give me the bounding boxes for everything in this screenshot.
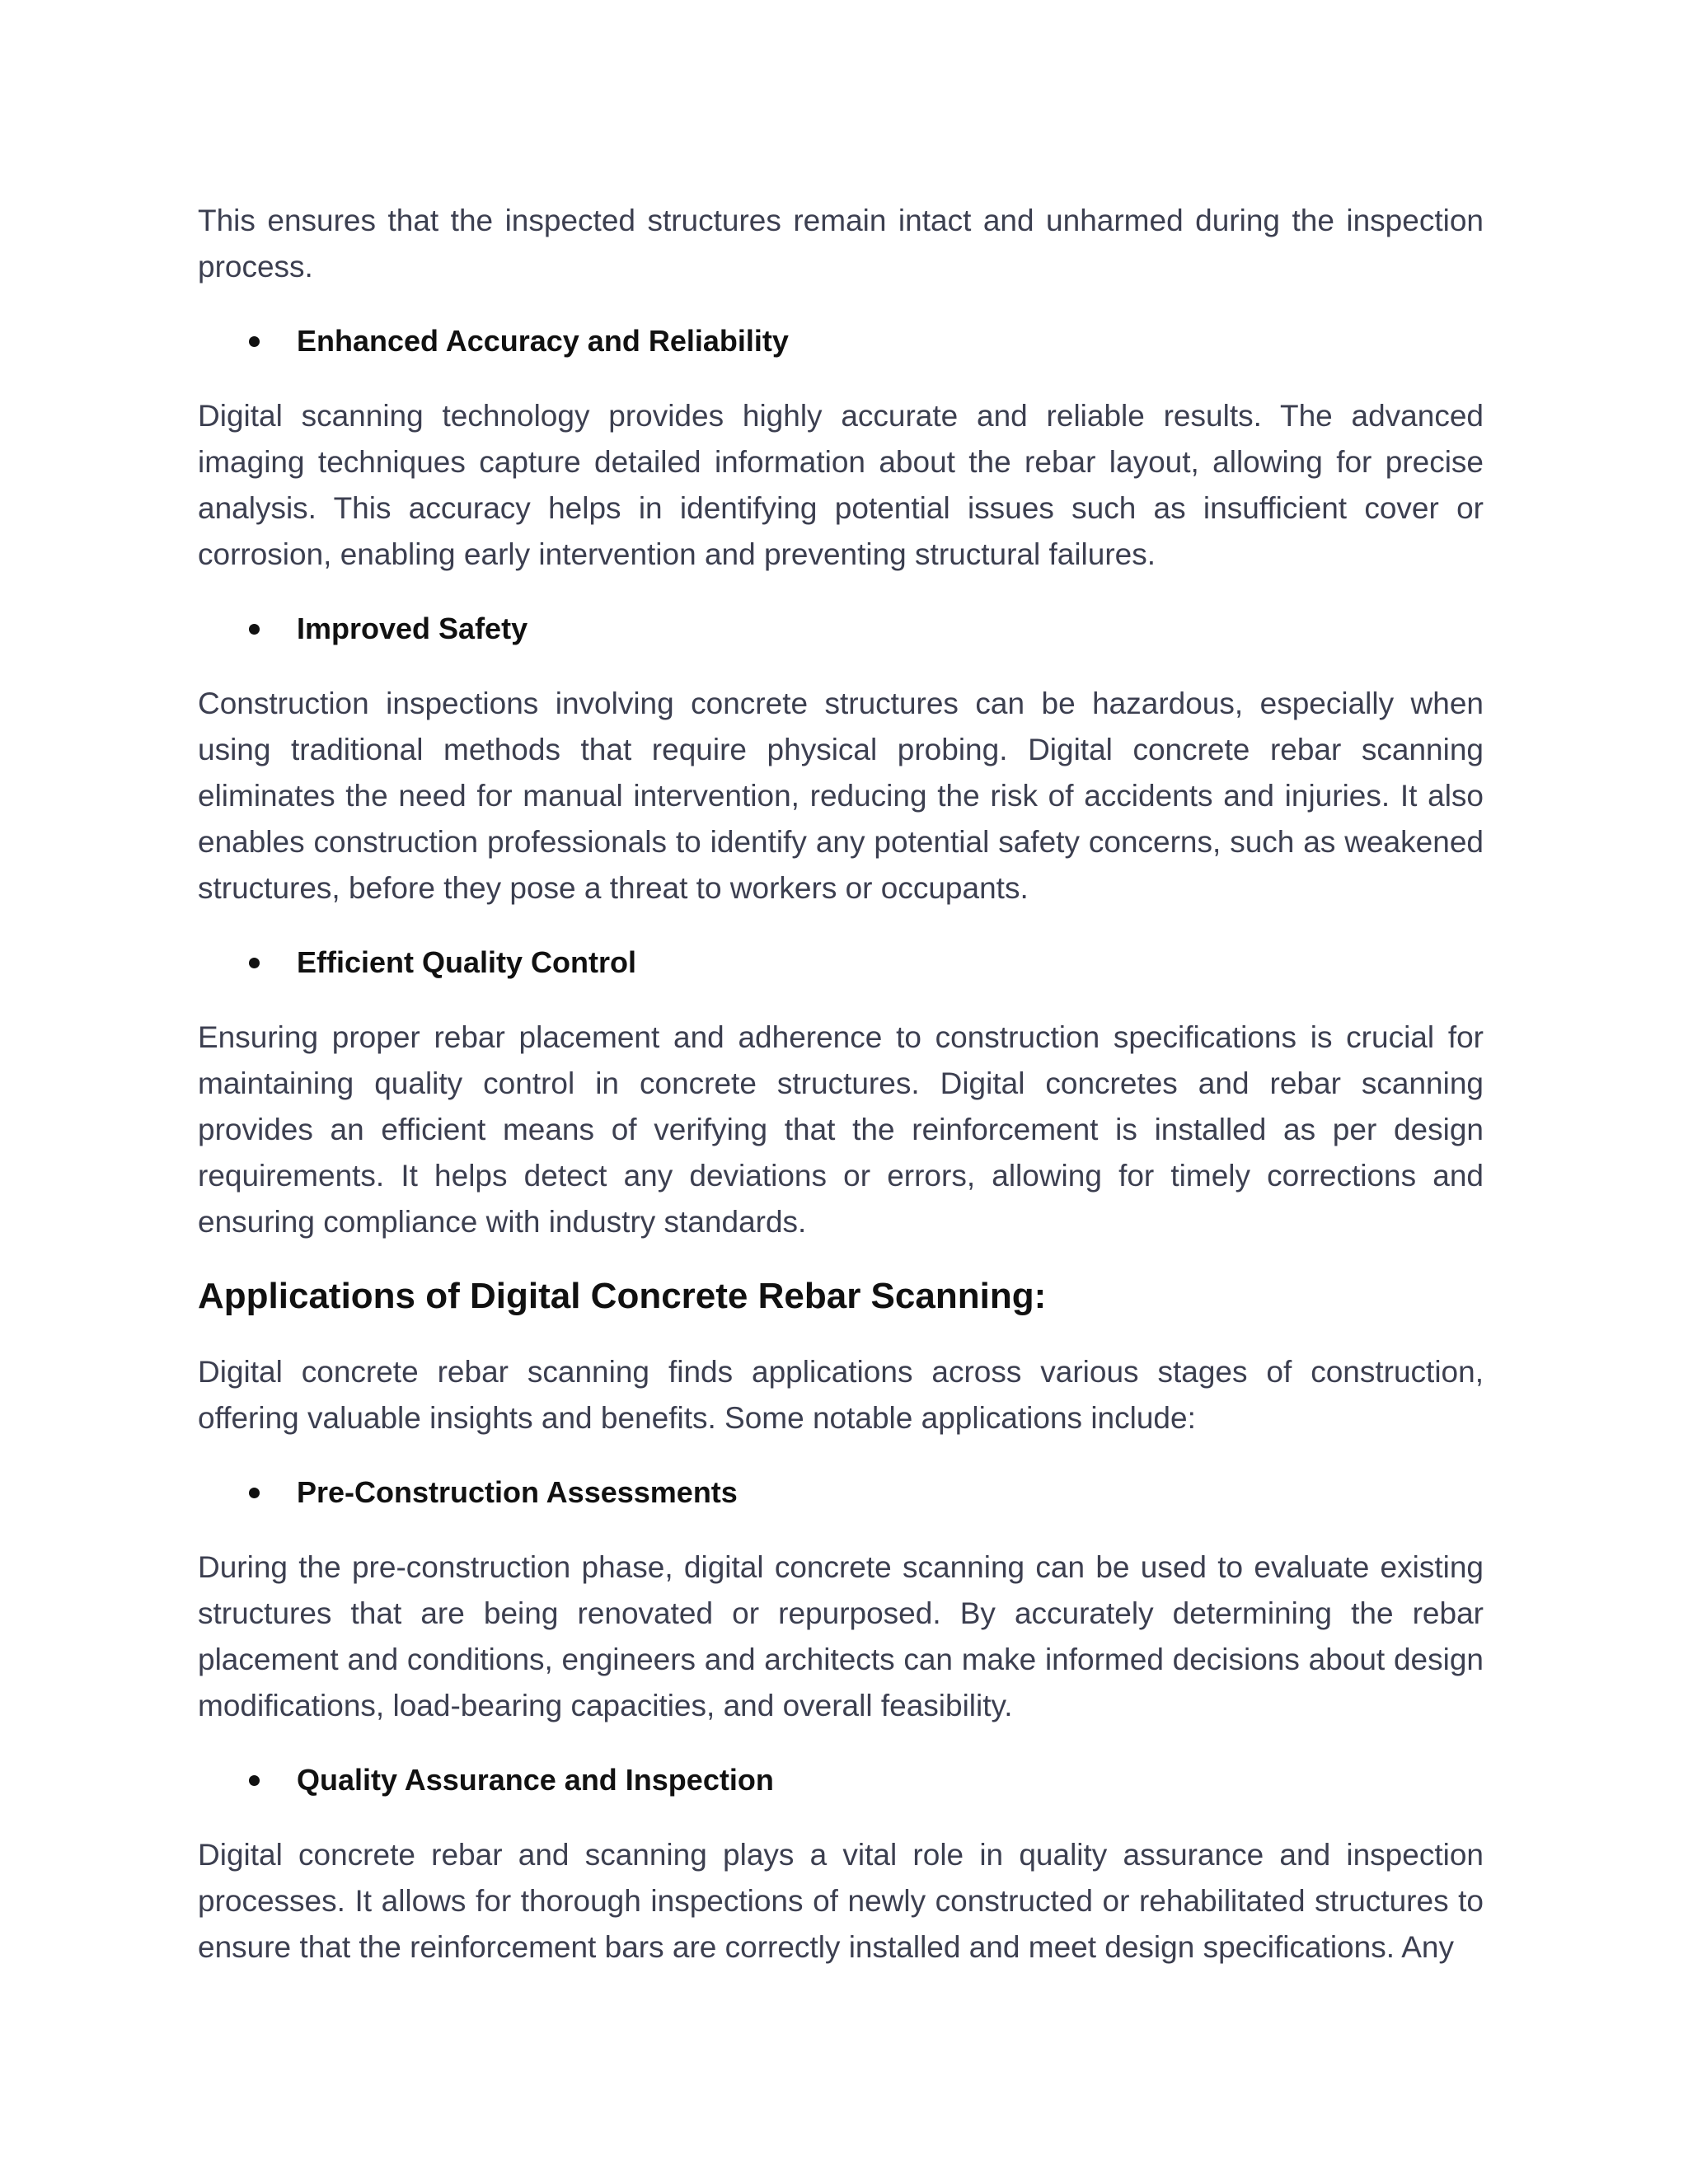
- bullet-label: Quality Assurance and Inspection: [297, 1763, 774, 1797]
- paragraph-quality-control: Ensuring proper rebar placement and adherence to construction specifications is crucial for maintaining quality control in concrete structures. Digital concretes and rebar scanning provides an efficient means of verifying that the reinforcement is installed as per design requirements. It helps detect any deviations or errors, allowing for timely corrections and ensuring compliance with industry standards.: [198, 1020, 1484, 1239]
- bullet-dot-icon: [249, 1488, 260, 1498]
- paragraph-quality-assurance: Digital concrete rebar and scanning plays a vital role in quality assurance and inspection processes. It allows for thorough inspections of newly constructed or rehabilitated structures to ensure that the reinforcement bars are correctly installed and meet design specifications. Any: [198, 1838, 1484, 1964]
- paragraph-inspection-intact: This ensures that the inspected structures remain intact and unharmed during the inspection process.: [198, 204, 1484, 284]
- paragraph-accuracy: Digital scanning technology provides highly accurate and reliable results. The advanced imaging techniques capture detailed information about the rebar layout, allowing for precise analysis. This accuracy helps in identifying potential issues such as insufficient cover or corrosion, enabling early intervention and preventing structural failures.: [198, 399, 1484, 571]
- bullet-pre-construction: [198, 1472, 1484, 1513]
- paragraph-applications-intro: Digital concrete rebar scanning finds applications across various stages of construction, offering valuable insights and benefits. Some notable applications include:: [198, 1355, 1484, 1435]
- bullet-label: Pre-Construction Assessments: [297, 1475, 738, 1509]
- paragraph-safety: Construction inspections involving concrete structures can be hazardous, especially when using traditional methods that require physical probing. Digital concrete rebar scanning eliminates the need for manual intervention, reducing the risk of accidents and injuries. It also enables construction professionals to identify any potential safety concerns, such as weakened structures, before they pose a threat to workers or occupants.: [198, 687, 1484, 905]
- bullet-dot-icon: [249, 958, 260, 968]
- section-heading-applications: Applications of Digital Concrete Rebar Scanning:: [198, 1276, 1047, 1316]
- bullet-enhanced-accuracy: [198, 321, 1484, 362]
- bullet-dot-icon: [249, 1775, 260, 1786]
- bullet-dot-icon: [249, 624, 260, 635]
- bullet-label: Improved Safety: [297, 612, 528, 645]
- bullet-quality-control: [198, 942, 1484, 983]
- bullet-improved-safety: [198, 608, 1484, 649]
- bullet-quality-assurance: [198, 1760, 1484, 1801]
- bullet-label: Efficient Quality Control: [297, 945, 637, 979]
- bullet-dot-icon: [249, 336, 260, 347]
- document-content: [198, 198, 1484, 1971]
- bullet-label: Enhanced Accuracy and Reliability: [297, 324, 789, 358]
- paragraph-pre-construction: During the pre-construction phase, digital concrete scanning can be used to evaluate existing structures that are being renovated or repurposed. By accurately determining the rebar placement and conditions, engineers and architects can make informed decisions about design modifications, load-bearing capacities, and overall feasibility.: [198, 1550, 1484, 1722]
